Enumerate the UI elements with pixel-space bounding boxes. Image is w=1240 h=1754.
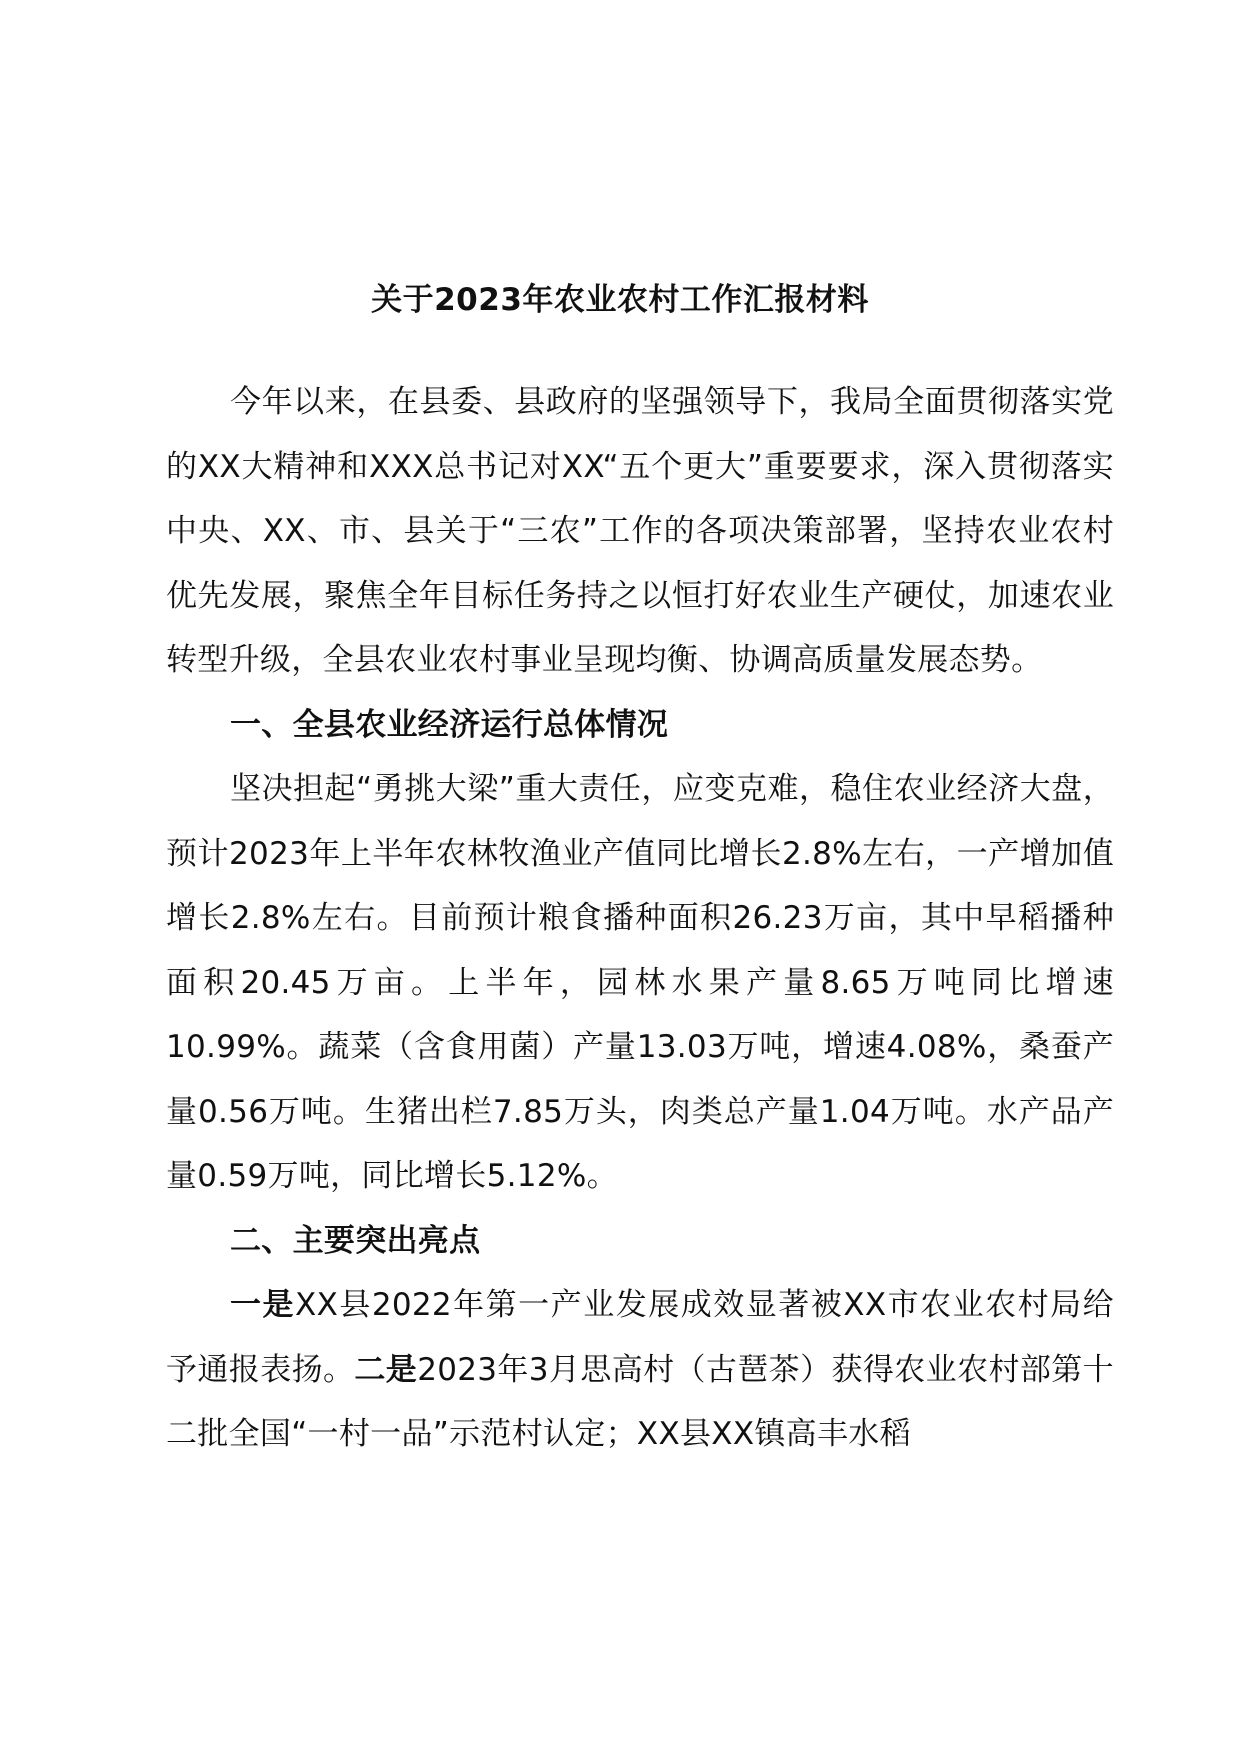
intro-paragraph: 今年以来，在县委、县政府的坚强领导下，我局全面贯彻落实党的XX大精神和XXX总书记对XX“五个更大”重要要求，深入贯彻落实中央、XX、市、县关于“三农”工作的各项决策部署，坚持农业农村优先发展，聚焦全年目标任务持之以恒打好农业生产硬仗，加速农业转型升级，全县农业农村事业呈现均衡、协调高质量发展态势。 [166, 384, 1114, 678]
highlight-2-lead: 二是 [354, 1351, 418, 1388]
highlight-1-text: XX县2022年第一产业发展成效显著被XX市农业农村局给予通报表扬。 [166, 1287, 1114, 1388]
highlight-1-lead: 一是 [230, 1287, 296, 1323]
section-1-paragraph: 坚决担起“勇挑大梁”重大责任，应变克难，稳住农业经济大盘，预计2023年上半年农林牧渔业产值同比增长2.8%左右，一产增加值增长2.8%左右。目前预计粮食播种面积26.23万亩，其中早稻播种面积20.45万亩。上半年，园林水果产量8.65万吨同比增速10.99%。蔬菜（含食用菌）产量13.03万吨，增速4.08%，桑蚕产量0.56万吨。生猪出栏7.85万头，肉类总产量1.04万吨。水产品产量0.59万吨，同比增长5.12%。 [166, 771, 1114, 1194]
highlight-2-text: 2023年3月思高村（古琶茶）获得农业农村部第十二批全国“一村一品”示范村认定；XX县XX镇高丰水稻 [166, 1351, 1114, 1452]
section-2-heading: 二、主要突出亮点 [230, 1222, 481, 1259]
section-2-paragraph [166, 1273, 1114, 1467]
section-1-heading: 一、全县农业经济运行总体情况 [230, 706, 669, 743]
document-title: 关于2023年农业农村工作汇报材料 [371, 282, 869, 318]
document-body [166, 370, 1114, 1467]
